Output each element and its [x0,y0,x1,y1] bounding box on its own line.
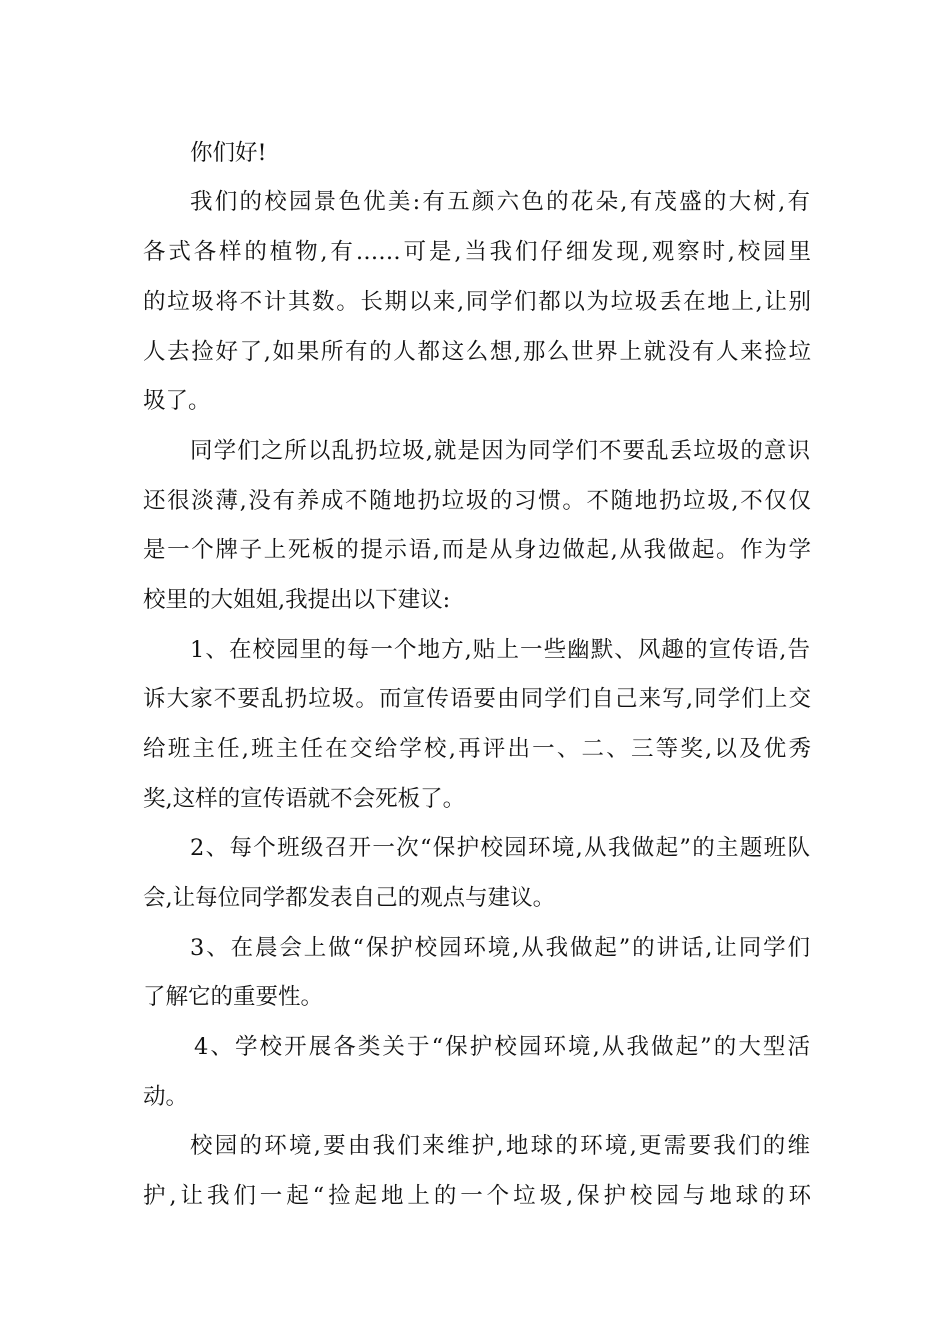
greeting-line: 你们好! [190,140,267,166]
paragraph-2-line-4: 校里的大姐姐,我提出以下建议: [143,587,451,613]
paragraph-2-line-1: 同学们之所以乱扔垃圾,就是因为同学们不要乱丢垃圾的意识 [190,438,810,464]
paragraph-1-line-3: 的垃圾将不计其数。长期以来,同学们都以为垃圾丢在地上,让别 [143,289,811,315]
suggestion-2-line-2: 会,让每位同学都发表自己的观点与建议。 [143,885,556,911]
suggestion-4-line-1: 4、学校开展各类关于“保护校园环境,从我做起”的大型活 [194,1034,810,1060]
suggestion-2-line-1: 2、每个班级召开一次“保护校园环境,从我做起”的主题班队 [190,835,810,861]
closing-line-2: 护,让我们一起“捡起地上的一个垃圾,保护校园与地球的环 [143,1183,811,1209]
suggestion-4-line-2: 动。 [143,1084,189,1110]
paragraph-1-line-1: 我们的校园景色优美:有五颜六色的花朵,有茂盛的大树,有 [190,189,810,215]
paragraph-1-line-4: 人去捡好了,如果所有的人都这么想,那么世界上就没有人来捡垃 [143,339,811,365]
suggestion-3-line-2: 了解它的重要性。 [143,984,324,1010]
paragraph-1-line-2: 各式各样的植物,有……可是,当我们仔细发现,观察时,校园里 [143,239,811,265]
suggestion-3-line-1: 3、在晨会上做“保护校园环境,从我做起”的讲话,让同学们 [190,935,810,961]
suggestion-1-line-1: 1、在校园里的每一个地方,贴上一些幽默、风趣的宣传语,告 [190,637,810,663]
suggestion-1-line-2: 诉大家不要乱扔垃圾。而宣传语要由同学们自己来写,同学们上交 [143,686,811,712]
paragraph-1-line-5: 圾了。 [143,388,211,414]
paragraph-2-line-2: 还很淡薄,没有养成不随地扔垃圾的习惯。不随地扔垃圾,不仅仅 [143,488,811,514]
paragraph-2-line-3: 是一个牌子上死板的提示语,而是从身边做起,从我做起。作为学 [143,537,811,563]
suggestion-1-line-3: 给班主任,班主任在交给学校,再评出一、二、三等奖,以及优秀 [143,736,811,762]
closing-line-1: 校园的环境,要由我们来维护,地球的环境,更需要我们的维 [190,1133,810,1159]
suggestion-1-line-4: 奖,这样的宣传语就不会死板了。 [143,786,466,812]
